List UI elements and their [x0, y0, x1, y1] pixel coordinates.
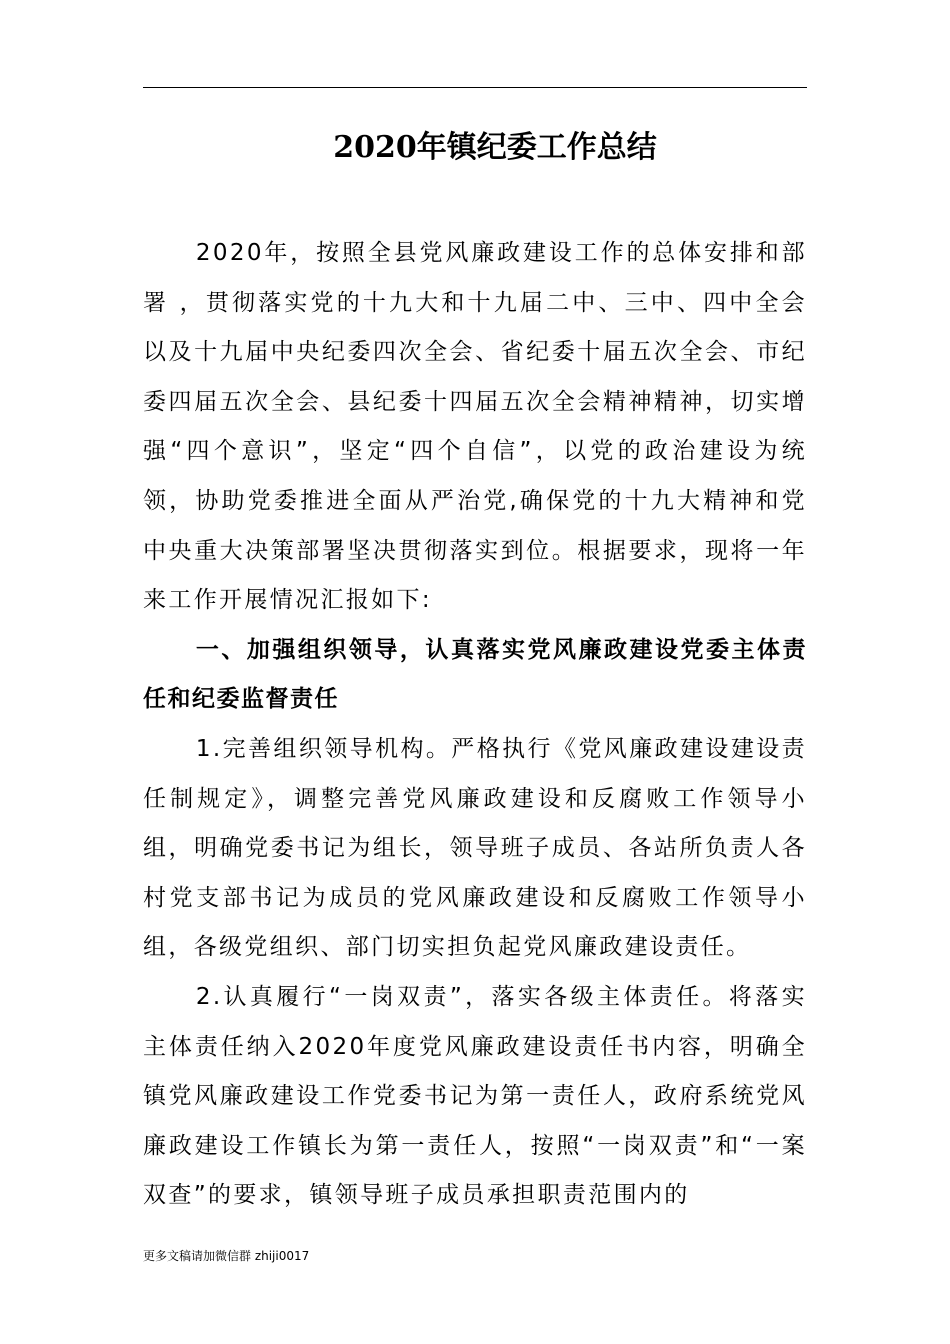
document-body — [143, 229, 807, 1221]
section-heading: 一、加强组织领导，认真落实党风廉政建设党委主体责任和纪委监督责任 — [143, 636, 807, 713]
footer-note: 更多文稿请加微信群 zhiji0017 — [143, 1249, 310, 1263]
document-title: 2020年镇纪委工作总结 — [333, 130, 657, 165]
header-rule — [143, 87, 807, 88]
item-paragraph-2: 2.认真履行“一岗双责”，落实各级主体责任。将落实主体责任纳入2020年度党风廉政建设责任书内容，明确全镇党风廉政建设工作党委书记为第一责任人，政府系统党风廉政建设工作镇长为第一责任人，按照“一岗双责”和“一案双查”的要求，镇领导班子成员承担职责范围内的 — [143, 983, 807, 1209]
item-paragraph-1: 1.完善组织领导机构。严格执行《党风廉政建设建设责任制规定》，调整完善党风廉政建设和反腐败工作领导小组，明确党委书记为组长，领导班子成员、各站所负责人各村党支部书记为成员的党风廉政建设和反腐败工作领导小组，各级党组织、部门切实担负起党风廉政建设责任。 — [143, 735, 807, 961]
intro-paragraph: 2020年，按照全县党风廉政建设工作的总体安排和部署 ，贯彻落实党的十九大和十九届二中、三中、四中全会以及十九届中央纪委四次全会、省纪委十届五次全会、市纪委四届五次全会、县纪委十四届五次全会精神精神，切实增强“四个意识”，坚定“四个自信”，以党的政治建设为统领，协助党委推进全面从严治党,确保党的十九大精神和党中央重大决策部署坚决贯彻落实到位。根据要求，现将一年来工作开展情况汇报如下: — [143, 240, 807, 614]
